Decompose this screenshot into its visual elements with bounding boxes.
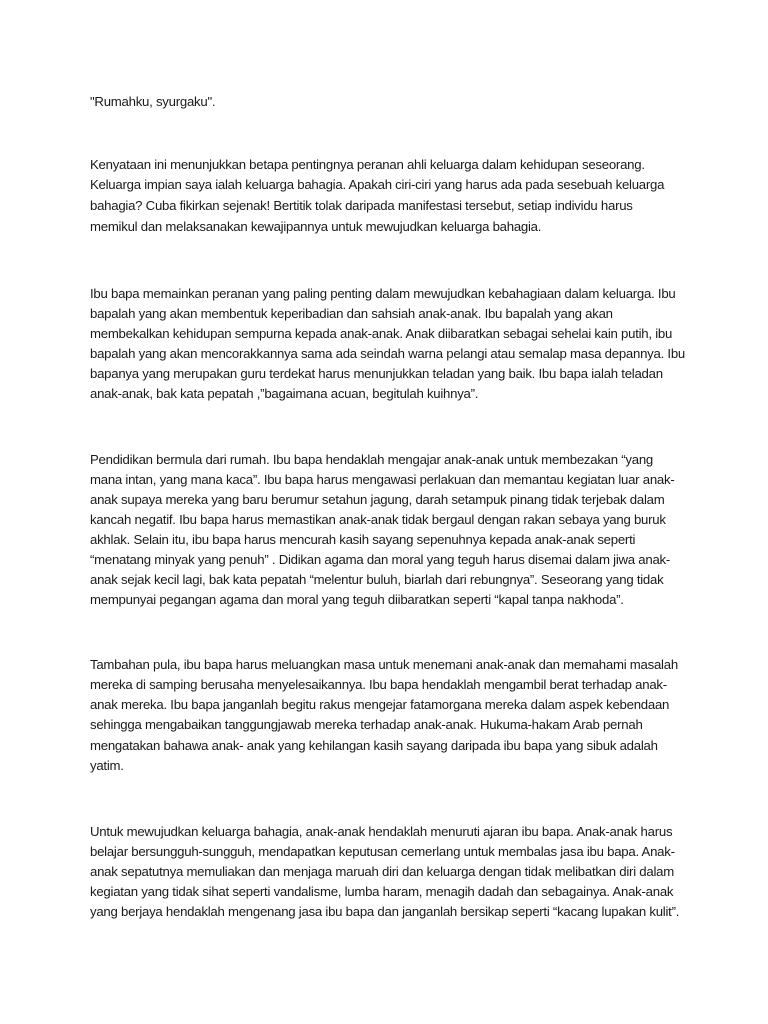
paragraph-line: anak supaya mereka yang baru berumur setahun jagung, darah setampuk pinang tidak terjebak dalam: [90, 492, 665, 507]
paragraph-line: belajar bersungguh-sungguh, mendapatkan keputusan cemerlang untuk membalas jasa ibu bapa. Anak-: [90, 844, 675, 859]
paragraph-line: anak sepatutnya memuliakan dan menjaga maruah diri dan keluarga dengan tidak melibatkan diri dalam: [90, 864, 674, 879]
paragraph-line: mempunyai pegangan agama dan moral yang teguh diibaratkan seperti “kapal tanpa nakhoda”.: [90, 592, 624, 607]
paragraph-line: akhlak. Selain itu, ibu bapa harus mencurah kasih sayang sepenuhnya kepada anak-anak seperti: [90, 532, 636, 547]
paragraph-line: Kenyataan ini menunjukkan betapa pentingnya peranan ahli keluarga dalam kehidupan seseorang.: [90, 157, 645, 172]
paragraph-line: Untuk mewujudkan keluarga bahagia, anak-anak hendaklah menuruti ajaran ibu bapa. Anak-anak harus: [90, 824, 673, 839]
paragraph-line: kancah negatif. Ibu bapa harus memastikan anak-anak tidak bergaul dengan rakan sebaya yang buruk: [90, 512, 666, 527]
paragraph-line: Pendidikan bermula dari rumah. Ibu bapa hendaklah mengajar anak-anak untuk membezakan “yang: [90, 452, 653, 467]
paragraph-line: mana intan, yang mana kaca”. Ibu bapa harus mengawasi perlakuan dan memantau kegiatan luar anak-: [90, 472, 675, 487]
paragraph-line: kegiatan yang tidak sihat seperti vandalisme, lumba haram, menagih dadah dan sebagainya. Anak-anak: [90, 884, 674, 899]
paragraph-line: anak mereka. Ibu bapa janganlah begitu rakus mengejar fatamorgana mereka dalam aspek kebendaan: [90, 697, 670, 712]
paragraph-line: bahagia? Cuba fikirkan sejenak! Bertitik tolak daripada manifestasi tersebut, setiap individu harus: [90, 198, 633, 213]
paragraph-line: Tambahan pula, ibu bapa harus meluangkan masa untuk menemani anak-anak dan memahami masalah: [90, 657, 678, 672]
paragraph-line: memikul dan melaksanakan kewajipannya untuk mewujudkan keluarga bahagia.: [90, 219, 542, 234]
paragraph-line: membekalkan kehidupan sempurna kepada anak-anak. Anak diibaratkan sebagai sehelai kain putih, ibu: [90, 326, 673, 341]
paragraph-line: “menatang minyak yang penuh” . Didikan agama dan moral yang teguh harus disemai dalam jiwa anak-: [90, 552, 671, 567]
paragraph-line: yatim.: [90, 758, 124, 773]
paragraph-line: anak-anak, bak kata pepatah ,”bagaimana acuan, begitulah kuihnya”.: [90, 386, 479, 401]
paragraph-line: bapalah yang akan mencorakkannya sama ada seindah warna pelangi atau semalap masa depannya. Ibu: [90, 346, 686, 361]
paragraph-line: mengatakan bahawa anak- anak yang kehilangan kasih sayang daripada ibu bapa yang sibuk adalah: [90, 738, 658, 753]
paragraph-line: Keluarga impian saya ialah keluarga bahagia. Apakah ciri-ciri yang harus ada pada sesebuah keluarga: [90, 177, 665, 192]
paragraph-line: anak sejak kecil lagi, bak kata pepatah “melentur buluh, biarlah dari rebungnya”. Seseorang yang tidak: [90, 572, 664, 587]
document-title: "Rumahku, syurgaku".: [90, 94, 216, 109]
paragraph-line: bapanya yang merupakan guru terdekat harus menunjukkan teladan yang baik. Ibu bapa ialah teladan: [90, 366, 663, 381]
paragraph-line: yang berjaya hendaklah mengenang jasa ibu bapa dan janganlah bersikap seperti “kacang lupakan kulit”.: [90, 904, 680, 919]
paragraph-line: mereka di samping berusaha menyelesaikannya. Ibu bapa hendaklah mengambil berat terhadap anak-: [90, 677, 667, 692]
paragraph-line: sehingga mengabaikan tanggungjawab mereka terhadap anak-anak. Hukuma-hakam Arab pernah: [90, 717, 643, 732]
paragraph-line: Ibu bapa memainkan peranan yang paling penting dalam mewujudkan kebahagiaan dalam keluarga. Ibu: [90, 286, 676, 301]
paragraph-line: bapalah yang akan membentuk keperibadian dan sahsiah anak-anak. Ibu bapalah yang akan: [90, 306, 613, 321]
